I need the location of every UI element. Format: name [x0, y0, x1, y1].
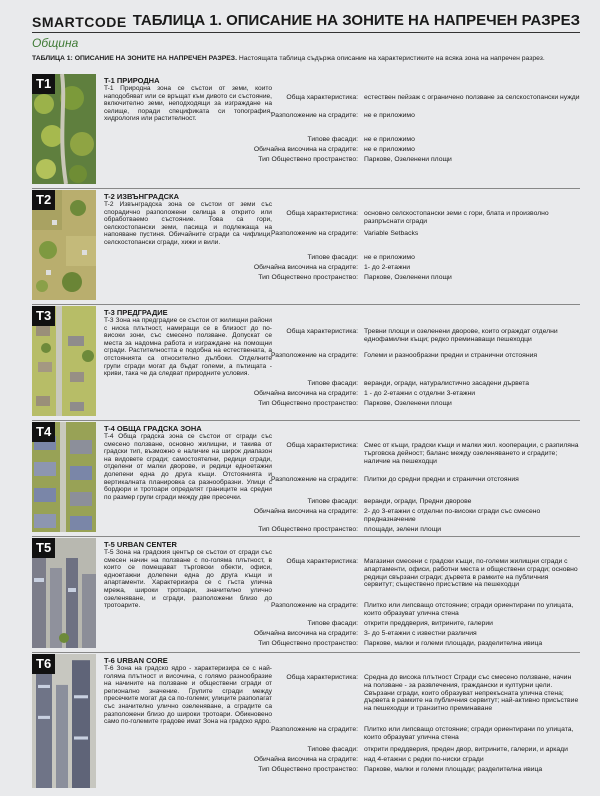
attr-value: 2- до 3-етажни с отделни по-високи сгради със смесено предназначение	[364, 508, 541, 523]
attr-label: Обичайна височина на сградите:	[253, 390, 358, 397]
attr-value: основно селскостопански земи с гори, блата и произволно разпръснати сгради	[364, 210, 549, 225]
zone-badge: T6	[32, 654, 55, 674]
zone-row-t4	[32, 422, 580, 536]
attr-value: Големи и разнообразни предни и странични отстояния	[364, 352, 538, 359]
row-divider	[32, 652, 580, 653]
header	[32, 12, 580, 32]
zone-badge: T3	[32, 306, 55, 326]
attr-label: Разположение на сградите:	[270, 476, 358, 483]
attr-label: Типове фасади:	[307, 498, 358, 505]
zone-name: T-2 ИЗВЪНГРАДСКА	[104, 192, 180, 201]
attr-value: площади, зелени площи	[364, 526, 442, 533]
attr-value: Средна до висока плътност Сгради със смесено ползване, начин на ползване - за развлечения, граждански и културни цели. Свързани сгради, които образуват непрекъсната улична стена; дървета в рамките на публичния сервитут; най-активно присъствие на пешеходци и транзитно преминаване	[364, 674, 579, 713]
attr-value: открити преддверия, преден двор, витрините, галерии, и аркади	[364, 746, 568, 753]
row-divider	[32, 304, 580, 305]
attr-value: Паркове, малки и големи площади, разделителна ивица	[364, 640, 543, 647]
zone-badge: T4	[32, 422, 55, 442]
row-divider	[32, 420, 580, 421]
zone-row-t2	[32, 190, 580, 304]
attr-value: Паркове, Озеленени площи	[364, 156, 452, 163]
attr-label: Тип Обществено пространство:	[258, 766, 358, 773]
zone-row-t1	[32, 74, 580, 188]
brand-logo: SMARTCODE	[32, 14, 127, 30]
table-title: ТАБЛИЦА 1. ОПИСАНИЕ НА ЗОНИТЕ НА НАПРЕЧЕН РАЗРЕЗ	[132, 12, 580, 29]
zone-name: T-5 URBAN CENTER	[104, 540, 177, 549]
attr-value: Плитки до средни предни и странични отстояния	[364, 476, 519, 483]
attr-label: Тип Обществено пространство:	[258, 526, 358, 533]
attr-value: Плитко или липсващо отстояние; сгради ориентирани по улицата, които образуват улична стена	[364, 726, 574, 741]
attr-label: Обичайна височина на сградите:	[253, 146, 358, 153]
attr-label: Обща характеристика:	[286, 328, 358, 335]
attr-value: Variable Setbacks	[364, 230, 419, 237]
attr-value: Паркове, Озеленени площи	[364, 274, 452, 281]
attr-label: Разположение на сградите:	[270, 230, 358, 237]
attr-label: Обичайна височина на сградите:	[253, 756, 358, 763]
attr-label: Разположение на сградите:	[270, 352, 358, 359]
attr-label: Разположение на сградите:	[270, 112, 358, 119]
attr-value: Паркове, Озеленени площи	[364, 400, 452, 407]
attr-value: Магазини смесени с градски къщи, по-големи жилищни сгради с апартаменти, офиси, работни места и обществени сгради; основно редици свързани сгради; дървета в рамките на публичния сервитут; съществено присъствие на пешеходци	[364, 558, 578, 589]
attr-value: Плитко или липсващо отстояние; сгради ориентирани по улицата, които образуват улична стена	[364, 602, 574, 617]
zone-thumbnail-t6	[32, 654, 96, 788]
zone-thumbnail-t3	[32, 306, 96, 416]
row-divider	[32, 536, 580, 537]
attr-value: открити преддверия, витрините, галерии	[364, 620, 493, 627]
attr-label: Обичайна височина на сградите:	[253, 630, 358, 637]
attr-label: Типове фасади:	[307, 620, 358, 627]
zone-description: T-3 Зона на предградие се състои от жилищни райони с ниска плътност, намиращи се в близост до по-високи зони, със смесено ползване. Допускат се места за надомна работа и изграждане на помощни сгради. Растителността е подобна на естествената, а отстоянията са относително дълбоки. Отделните групи сгради могат да бъдат големи, а пътищата - криви, така че да следват природните условия.	[104, 317, 272, 378]
intro-bold: ТАБЛИЦА 1: ОПИСАНИЕ НА ЗОНИТЕ НА НАПРЕЧЕН РАЗРЕЗ.	[32, 55, 237, 62]
attr-value: над 4-етажни с редки по-ниски сгради	[364, 756, 484, 763]
zone-thumbnail-t2	[32, 190, 96, 300]
attr-label: Обичайна височина на сградите:	[253, 264, 358, 271]
zone-thumbnail-t1	[32, 74, 96, 184]
attr-value: не е приложимо	[364, 112, 415, 119]
attr-value: веранди, огради, натуралистично засадени дървета	[364, 380, 530, 387]
attr-value: Тревни площи и озеленени дворове, които ограждат отделни еднофамилни къщи; редко преминаващи пешеходци	[364, 328, 558, 343]
attr-value: не е приложимо	[364, 254, 415, 261]
attr-label: Типове фасади:	[307, 746, 358, 753]
zone-row-t5	[32, 538, 580, 652]
attr-value: Смес от къщи, градски къщи и малки жил. кооперации, с разпиляна търговска дейност; баланс между озеленяването и сградите; наличие на пешеходци	[364, 442, 579, 465]
attr-label: Обща характеристика:	[286, 558, 358, 565]
zone-row-t6	[32, 654, 580, 792]
attr-value: Паркове, малки и големи площади; разделителна ивица	[364, 766, 543, 773]
attr-label: Типове фасади:	[307, 254, 358, 261]
zone-description: T-5 Зона на градския център се състои от сгради със смесен начин на ползване с по-голяма плътност, в които се помещават търговски обекти, офиси, едноетажни долепени една до друга къщи и апартаменти. Характеризира се с гъста улична мрежа, широки тротоари, значително улично озеленяване, и сгради, разположени близо до тротоарите.	[104, 549, 272, 610]
zone-name: T-4 ОБЩА ГРАДСКА ЗОНА	[104, 424, 202, 433]
zone-badge: T1	[32, 74, 55, 94]
attr-label: Обичайна височина на сградите:	[253, 508, 358, 515]
zone-description: T-6 Зона на градско ядро - характеризира се с най-голяма плътност и височина, с голямо разнообразие на начините на ползване и обществени сгради от регионално значение. Групите сгради между пресечките могат да са по-големи; улиците разполагат със значително улично озеленяване, а сградите са разположени близо до широки тротоари. Обикновено само по-големите градове имат Зона на градско ядро.	[104, 665, 272, 726]
zone-name: T-3 ПРЕДГРАДИЕ	[104, 308, 168, 317]
attr-label: Тип Обществено пространство:	[258, 640, 358, 647]
attr-label: Типове фасади:	[307, 380, 358, 387]
intro-body: Настоящата таблица съдържа описание на характеристиките на всяка зона на напречен разрез.	[236, 55, 545, 62]
zone-description: T-1 Природна зона се състои от земи, които наподобяват или се връщат към дивото си състояние, включително земи, неподходящи за изграждане на селище, поради спецификата си топография, хидрология или растителност.	[104, 85, 272, 123]
attr-value: 1- до 2-етажни	[364, 264, 411, 271]
attr-value: не е приложимо	[364, 146, 415, 153]
attr-value: естествен пейзаж с ограничено ползване за селскостопански нужди	[364, 94, 580, 101]
zone-row-t3	[32, 306, 580, 420]
attr-label: Тип Обществено пространство:	[258, 274, 358, 281]
zone-badge: T2	[32, 190, 55, 210]
attr-value: веранди, огради, Предни дворове	[364, 498, 472, 505]
zone-badge: T5	[32, 538, 55, 558]
zone-name: T-6 URBAN CORE	[104, 656, 168, 665]
row-divider	[32, 188, 580, 189]
attr-label: Обща характеристика:	[286, 210, 358, 217]
attr-value: 1 - до 2-етажни с отделни 3-етажни	[364, 390, 476, 397]
zone-description: T-4 Обща градска зона се състои от сгради със смесено ползване, основно жилищни, и такива от градски тип, възможно е наличие на широк диапазон на видовете сгради; самостоятелни, редици сгради, отделени от малки дворове, и редици едноетажни долепени една до друга къщи. Отстоянията и вертикалната планировка са разнообразни. Улици с бордюри и тротоари определят границите на средни по размер групи сгради между две пресечки.	[104, 433, 272, 501]
zone-thumbnail-t5	[32, 538, 96, 648]
urban-core-image	[32, 654, 96, 788]
attr-label: Обща характеристика:	[286, 674, 358, 681]
zone-name: T-1 ПРИРОДНА	[104, 76, 160, 85]
attr-label: Тип Обществено пространство:	[258, 400, 358, 407]
attr-label: Типове фасади:	[307, 136, 358, 143]
attr-label: Обща характеристика:	[286, 94, 358, 101]
header-rule	[32, 32, 580, 33]
attr-label: Обща характеристика:	[286, 442, 358, 449]
zone-thumbnail-t4	[32, 422, 96, 532]
section-title: Община	[32, 36, 79, 50]
attr-value: не е приложимо	[364, 136, 415, 143]
zone-description: T-2 Извънградска зона се състои от земи със спорадично разположени селища в открито или обработваемо състояние. Това са гори, селскостопански земи, пасища и подлежаща на напояване пустиня. Обичайните сгради са чифлици, селскостопански сгради, хижи и вили.	[104, 201, 272, 246]
attr-label: Разположение на сградите:	[270, 602, 358, 609]
attr-label: Разположение на сградите:	[270, 726, 358, 733]
intro-text	[32, 55, 576, 63]
attr-value: 3- до 5-етажни с известни различия	[364, 630, 477, 637]
attr-label: Тип Обществено пространство:	[258, 156, 358, 163]
